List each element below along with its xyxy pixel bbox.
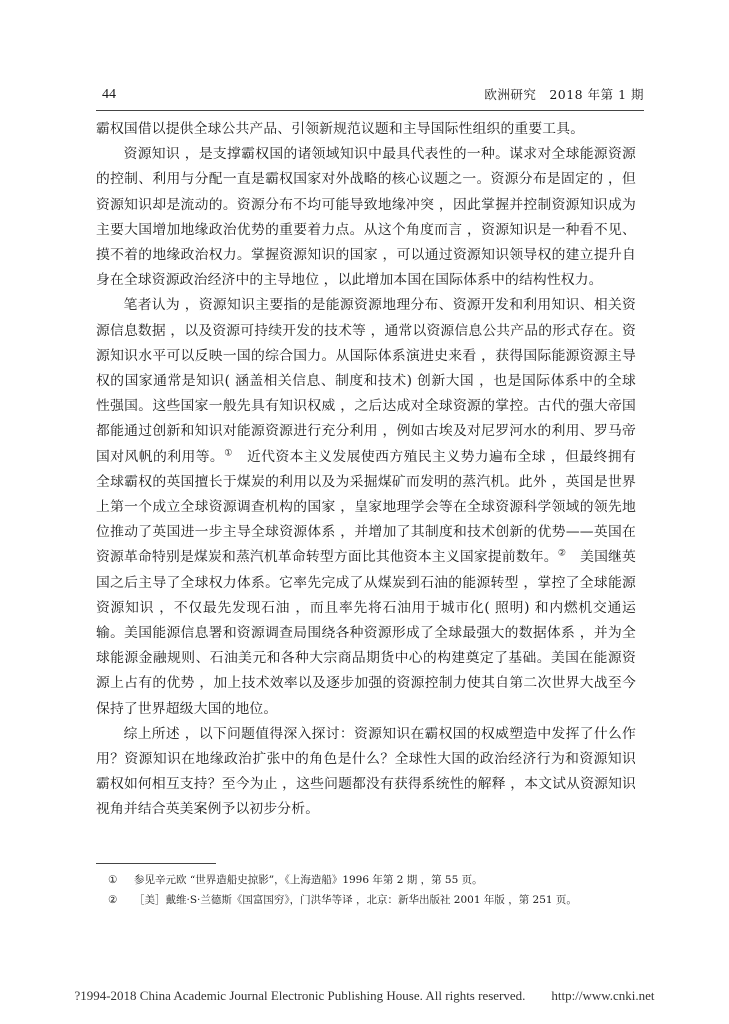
body-text	[96, 117, 636, 823]
paragraph-text: 美国继英国之后主导了全球权力体系。它率先完成了从煤炭到石油的能源转型 ，掌控了全球能源资源知识 ，不仅最先发现石油 ，而且率先将石油用于城市化( 照明) 和内燃机交通运输。美国能源信息署和资源调查局围绕各种资源形成了全球最强大的数据体系 ，并为全球能源金融规则、石油美元和各种大宗商品期货中心的构建奠定了基础。美国在能源资源上占有的优势 ，加上技术效率以及逐步加强的资源控制力使其自第二次世界大战至今保持了世界超级大国的地位。	[96, 549, 637, 717]
footnote-text: ［美］戴维·S·兰德斯《国富国穷》，门洪华等译 ，北京：新华出版社 2001 年版 ，第 251 页。	[134, 894, 577, 906]
header-rule	[96, 110, 644, 111]
footnote-reference-1[interactable]: ①	[224, 448, 233, 459]
page-number: 44	[102, 87, 116, 102]
footnote-mark: ①	[108, 874, 118, 886]
paragraph-text: 笔者认为 ，资源知识主要指的是能源资源地理分布、资源开发和利用知识、相关资源信息数据 ，以及资源可持续开发的技术等 ，通常以资源信息公共产品的形式存在。资源知识水平可以反映一国的综合国力。从国际体系演进史来看 ，获得国际能源资源主导权的国家通常是知识( 涵盖相关信息、制度和技术) 创新大国 ，也是国际体系中的全球性强国。这些国家一般先具有知识权威 ，之后达成对全球资源的掌控。古代的强大帝国都能通过创新和知识对能源资源进行充分利用 ，例如古埃及对尼罗河水的利用、罗马帝国对风帆的利用等。	[96, 297, 636, 465]
footnote-rule	[96, 863, 216, 864]
footnote-text: 参见辛元欧 “世界造船史掠影”，《上海造船》1996 年第 2 期 ，第 55 页。	[134, 874, 483, 886]
copyright-notice: ?1994-2018 China Academic Journal Electronic Publishing House. All rights reserved. http://www.cnki.net	[74, 988, 655, 1003]
running-head: 欧洲研究 2018 年第 1 期	[484, 87, 644, 102]
page-header	[96, 82, 644, 108]
footnote-1	[108, 870, 638, 890]
paragraph-author-view	[96, 293, 636, 721]
footnotes	[108, 870, 638, 910]
paragraph-continuation: 霸权国借以提供全球公共产品、引领新规范议题和主导国际性组织的重要工具。	[96, 121, 585, 137]
footnote-mark: ②	[108, 894, 118, 906]
footnote-reference-2[interactable]: ②	[557, 548, 567, 559]
paragraph-text: 近代资本主义发展使西方殖民主义势力遍布全球 ，但最终拥有全球霸权的英国擅长于煤炭的利用以及为采掘煤矿而发明的蒸汽机。此外 ，英国是世界上第一个成立全球资源调查机构的国家 ，皇家地理学会等在全球资源科学领域的领先地位推动了英国进一步主导全球资源体系 ，并增加了其制度和技术创新的优势——英国在资源革命特别是煤炭和蒸汽机革命转型方面比其他资本主义国家提前数年。	[96, 448, 637, 566]
footnote-2	[108, 890, 638, 910]
paragraph-resource-knowledge: 资源知识 ，是支撑霸权国的诸领域知识中最具代表性的一种。谋求对全球能源资源的控制、利用与分配一直是霸权国家对外战略的核心议题之一。资源分布是固定的 ，但资源知识却是流动的。资源分布不均可能导致地缘冲突 ，因此掌握并控制资源知识成为主要大国增加地缘政治优势的重要着力点。从这个角度而言 ，资源知识是一种看不见、摸不着的地缘政治权力。掌握资源知识的国家 ，可以通过资源知识领导权的建立提升自身在全球资源政治经济中的主导地位 ，以此增加本国在国际体系中的结构性权力。	[96, 146, 636, 289]
paragraph-summary: 综上所述 ，以下问题值得深入探讨：资源知识在霸权国的权威塑造中发挥了什么作用？资源知识在地缘政治扩张中的角色是什么？全球性大国的政治经济行为和资源知识霸权如何相互支持？至今为止 ，这些问题都没有获得系统性的解释 ，本文试从资源知识视角并结合英美案例予以初步分析。	[96, 725, 636, 818]
